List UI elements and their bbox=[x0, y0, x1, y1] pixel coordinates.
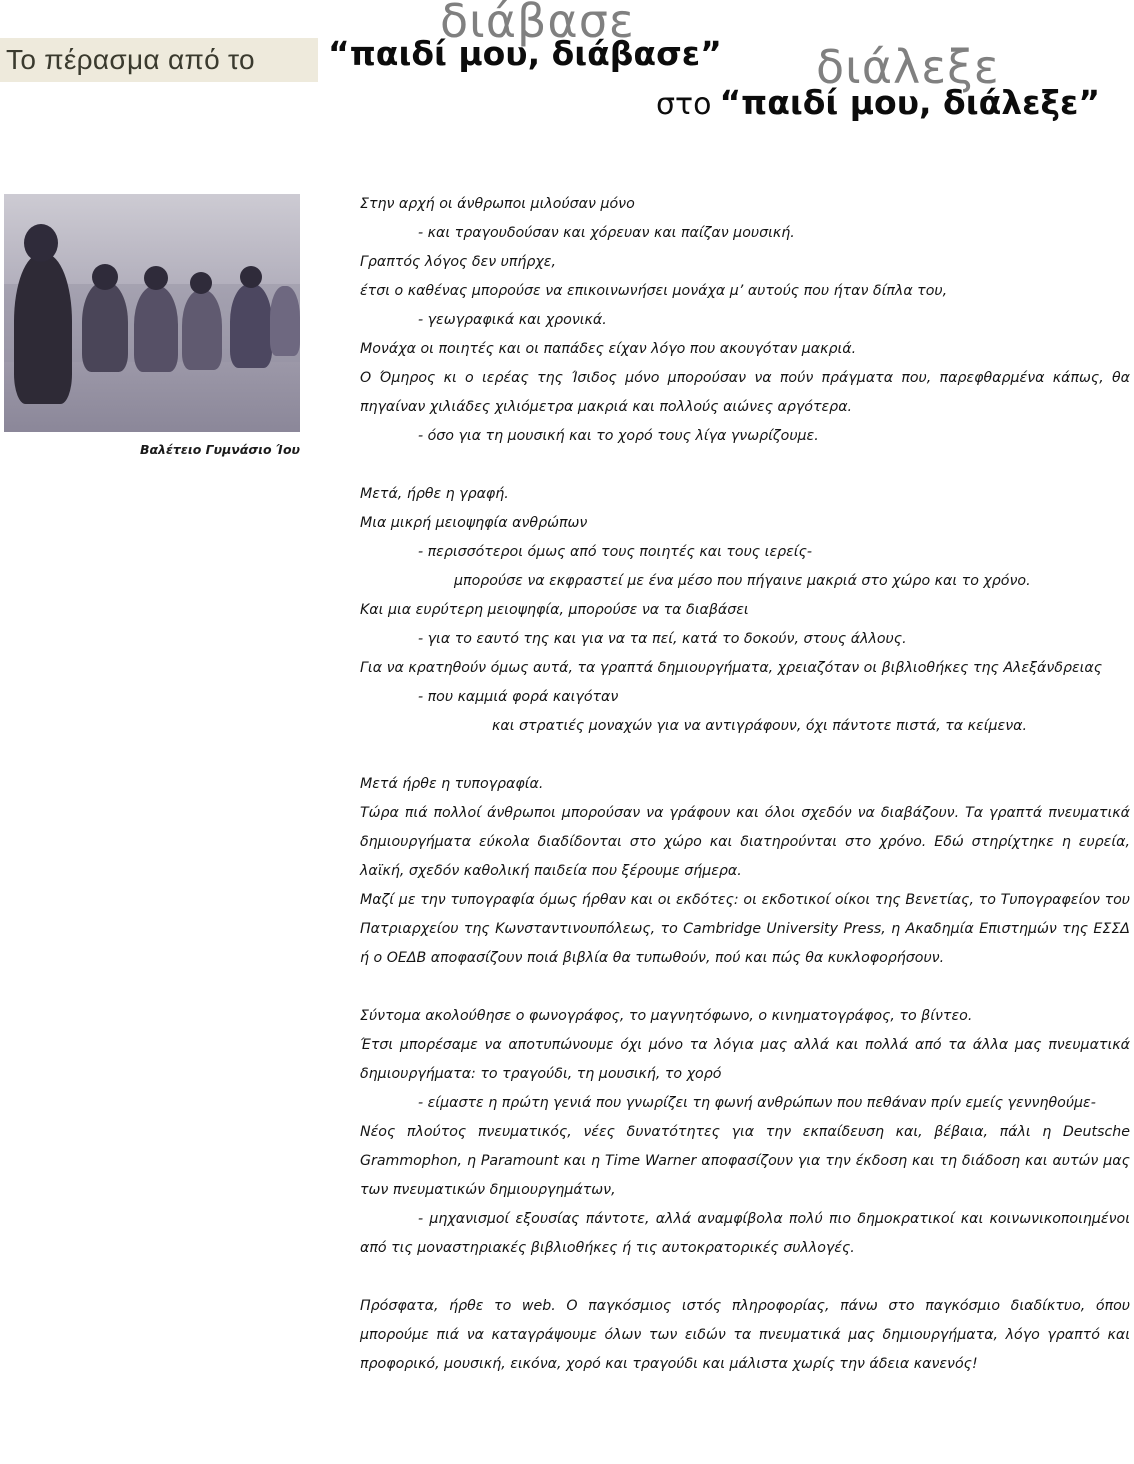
title-kicker: Το πέρασμα από το bbox=[0, 38, 318, 82]
paragraph-line: Σύντομα ακολούθησε ο φωνογράφος, το μαγνητόφωνο, ο κινηματογράφος, το βίντεο. bbox=[360, 1008, 973, 1024]
paragraph-line: - που καμμιά φορά καιγόταν bbox=[418, 689, 619, 705]
photo-person bbox=[14, 254, 72, 404]
photo-person-head bbox=[24, 224, 58, 262]
photo-person bbox=[230, 284, 272, 368]
paragraph-gap bbox=[360, 973, 1130, 1002]
ghost-word-choose: διάλεξε bbox=[816, 40, 1000, 94]
photo-person bbox=[82, 282, 128, 372]
paragraph-line: Μαζί με την τυπογραφία όμως ήρθαν και οι εκδότες: οι εκδοτικοί οίκοι της Βενετίας, το Τυπογραφείον του Πατριαρχείου της Κωνσταντινουπόλεως, το Cambridge University Press, η Ακαδημία Επιστημών της ΕΣΣΔ ή ο ΟΕΔΒ αποφασίζουν ποιά βιβλία θα τυπωθούν, πού και πώς θα κυκλοφορήσουν. bbox=[360, 892, 1130, 966]
paragraph-line: Τώρα πιά πολλοί άνθρωποι μπορούσαν να γράφουν και όλοι σχεδόν να διαβάζουν. Τα γραπτά πνευματικά δημιουργήματα εύκολα διαδίδονται στο χώρο και διατηρούνται στο χρόνο. Εδώ στηρίχτηκε η ευρεία, λαϊκή, σχεδόν καθολική παιδεία που ξέρουμε σήμερα. bbox=[360, 805, 1130, 879]
photo-person bbox=[182, 290, 222, 370]
paragraph-line: έτσι ο καθένας μπορούσε να επικοινωνήσει μονάχα μ’ αυτούς που ήταν δίπλα του, bbox=[360, 283, 948, 299]
paragraph-line: Στην αρχή οι άνθρωποι μιλούσαν μόνο bbox=[360, 196, 635, 212]
paragraph-line: Έτσι μπορέσαμε να αποτυπώνουμε όχι μόνο τα λόγια μας αλλά και πολλά από τα άλλα μας πνευματικά δημιουργήματα: το τραγούδι, τη μουσική, το χορό bbox=[360, 1037, 1130, 1082]
paragraph-line: Νέος πλούτος πνευματικός, νέες δυνατότητες για την εκπαίδευση και, βέβαια, πάλι η Deutsche Grammophon, η Paramount και η Time Warner αποφασίζουν για την έκδοση και τη διάδοση και αυτών μας των πνευματικών δημιουργημάτων, bbox=[360, 1124, 1130, 1198]
photo-person-head bbox=[240, 266, 262, 288]
paragraph-gap bbox=[360, 741, 1130, 770]
photo-caption: Βαλέτειο Γυμνάσιο Ίου bbox=[139, 442, 300, 457]
headline-choose-text: “παιδί μου, διάλεξε” bbox=[719, 83, 1101, 122]
ghost-word-read: διάβασε bbox=[440, 0, 635, 48]
paragraph-line: Μετά ήρθε η τυπογραφία. bbox=[360, 776, 544, 792]
paragraph-line: Μια μικρή μειοψηφία ανθρώπων bbox=[360, 515, 588, 531]
paragraph-line: και στρατιές μοναχών για να αντιγράφουν, όχι πάντοτε πιστά, τα κείμενα. bbox=[492, 718, 1027, 734]
paragraph-line: - και τραγουδούσαν και χόρευαν και παίζαν μουσική. bbox=[418, 225, 795, 241]
paragraph-line: Για να κρατηθούν όμως αυτά, τα γραπτά δημιουργήματα, χρειαζόταν οι βιβλιοθήκες της Αλεξάνδρειας bbox=[360, 660, 1103, 676]
photo-person-head bbox=[144, 266, 168, 290]
photo-person bbox=[134, 286, 178, 372]
paragraph-line: Πρόσφατα, ήρθε το web. Ο παγκόσμιος ιστός πληροφορίας, πάνω στο παγκόσμιο διαδίκτυο, όπου μπορούμε πιά να καταγράψουμε όλων των ειδών τα πνευματικά μας δημιουργήματα, λόγο γραπτό και προφορικό, μουσική, εικόνα, χορό και τραγούδι και μάλιστα χωρίς την άδεια κανενός! bbox=[360, 1298, 1130, 1372]
paragraph-line: - είμαστε η πρώτη γενιά που γνωρίζει τη φωνή ανθρώπων που πεθάναν πρίν εμείς γεννηθούμε- bbox=[418, 1095, 1096, 1111]
headline-choose bbox=[656, 83, 1101, 122]
paragraph-line: Ο Όμηρος κι ο ιερέας της Ίσιδος μόνο μπορούσαν να πούν πράγματα που, παρεφθαρμένα κάπως, θα πηγαίναν χιλιάδες χιλιόμετρα μακριά και πολλούς αιώνες αργότερα. bbox=[360, 370, 1130, 415]
paragraph-line: - όσο για τη μουσική και το χορό τους λίγα γνωρίζουμε. bbox=[418, 428, 819, 444]
paragraph-line: - για το εαυτό της και για να τα πεί, κατά το δοκούν, στους άλλους. bbox=[418, 631, 907, 647]
paragraph-line: μπορούσε να εκφραστεί με ένα μέσο που πήγαινε μακριά στο χώρο και το χρόνο. bbox=[454, 573, 1031, 589]
headline-read: “παιδί μου, διάβασε” bbox=[328, 34, 722, 73]
photo-person-head bbox=[92, 264, 118, 290]
paragraph-line: - περισσότεροι όμως από τους ποιητές και τους ιερείς- bbox=[418, 544, 813, 560]
paragraph-line: Μετά, ήρθε η γραφή. bbox=[360, 486, 509, 502]
paragraph-line: - μηχανισμοί εξουσίας πάντοτε, αλλά αναμφίβολα πολύ πιο δημοκρατικοί και κοινωνικοποιημένοι από τις μοναστηριακές βιβλιοθήκες ή τις αυτοκρατορικές συλλογές. bbox=[360, 1211, 1130, 1256]
photo-person-head bbox=[190, 272, 212, 294]
photo-person bbox=[270, 286, 300, 356]
paragraph-line: Γραπτός λόγος δεν υπήρχε, bbox=[360, 254, 556, 270]
paragraph-line: - γεωγραφικά και χρονικά. bbox=[418, 312, 607, 328]
paragraph-gap bbox=[360, 451, 1130, 480]
paragraph-line: Μονάχα οι ποιητές και οι παπάδες είχαν λόγο που ακουγόταν μακριά. bbox=[360, 341, 857, 357]
paragraph-gap bbox=[360, 1263, 1130, 1292]
school-photo bbox=[4, 194, 300, 432]
headline-prefix: στο bbox=[656, 87, 712, 122]
paragraph-line: Και μια ευρύτερη μειοψηφία, μπορούσε να τα διαβάσει bbox=[360, 602, 749, 618]
article-body bbox=[360, 190, 1130, 1379]
